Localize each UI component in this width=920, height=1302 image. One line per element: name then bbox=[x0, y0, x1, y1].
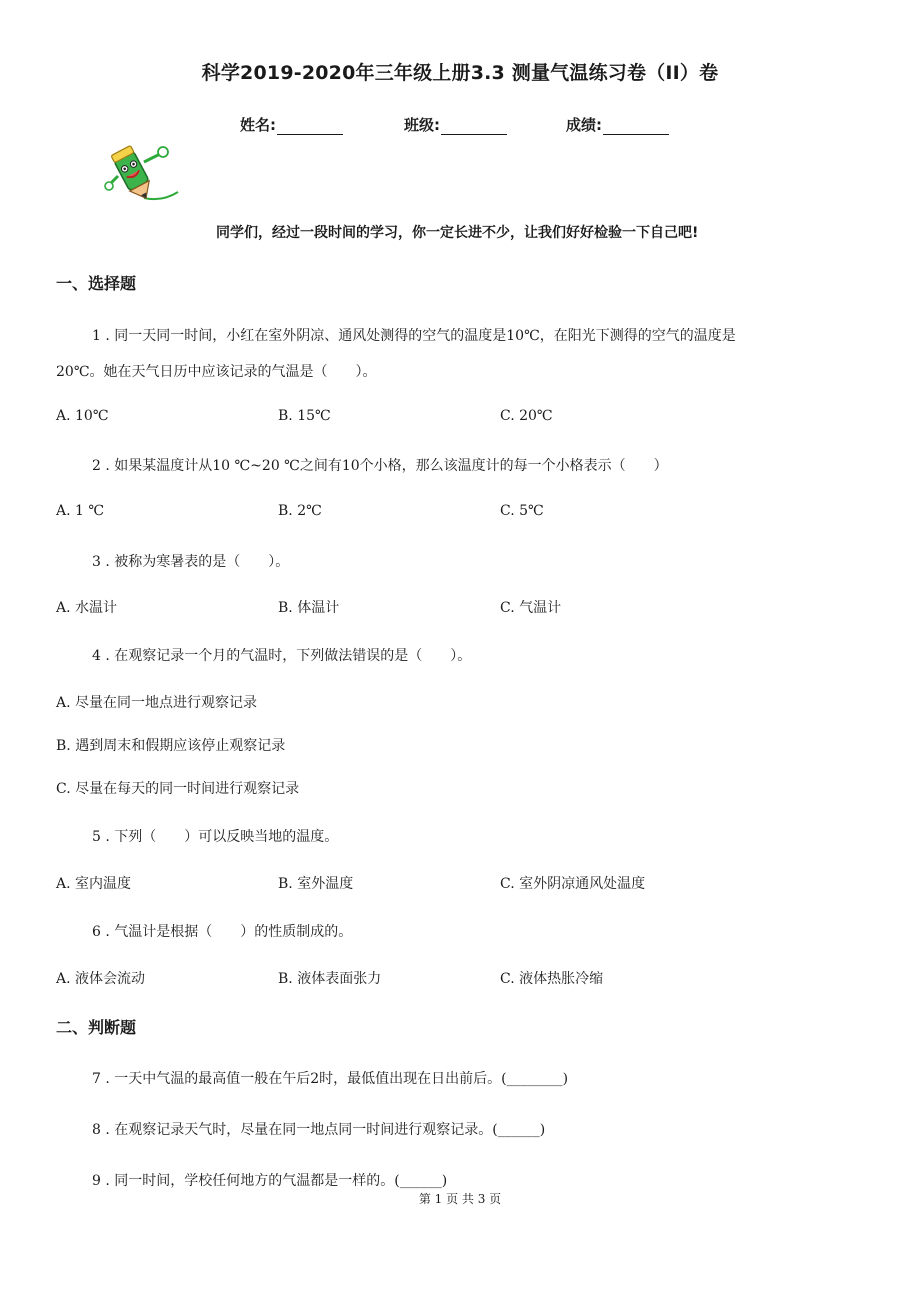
question-7: 7 . 一天中气温的最高值一般在午后2时，最低值出现在日出前后。(________) bbox=[92, 1071, 569, 1087]
question-4-option-a: A. 尽量在同一地点进行观察记录 bbox=[56, 695, 258, 711]
question-5-option-a: A. 室内温度 bbox=[56, 876, 132, 892]
question-9: 9 . 同一时间，学校任何地方的气温都是一样的。(______) bbox=[92, 1173, 448, 1189]
question-1-option-a: A. 10℃ bbox=[56, 408, 109, 424]
section-judge-heading: 二、判断题 bbox=[56, 1018, 137, 1037]
greeting-text: 同学们，经过一段时间的学习，你一定长进不少，让我们好好检验一下自己吧! bbox=[216, 225, 699, 241]
question-2-option-c: C. 5℃ bbox=[500, 503, 544, 519]
question-6-option-b: B. 液体表面张力 bbox=[278, 971, 382, 987]
class-label: 班级: bbox=[404, 116, 440, 134]
question-1-line1: 1 . 同一天同一时间，小红在室外阴凉、通风处测得的空气的温度是10℃，在阳光下测得的空气的温度是 bbox=[92, 328, 736, 344]
question-5-option-b: B. 室外温度 bbox=[278, 876, 354, 892]
question-2-option-a: A. 1 ℃ bbox=[56, 503, 105, 519]
question-1-line2: 20℃。她在天气日历中应该记录的气温是（ ）。 bbox=[56, 364, 377, 380]
question-3-option-b: B. 体温计 bbox=[278, 600, 340, 616]
section-choice-heading: 一、选择题 bbox=[56, 274, 137, 293]
question-4-option-c: C. 尽量在每天的同一时间进行观察记录 bbox=[56, 781, 300, 797]
question-5-option-c: C. 室外阴凉通风处温度 bbox=[500, 876, 646, 892]
name-field bbox=[240, 114, 343, 135]
question-3-option-a: A. 水温计 bbox=[56, 600, 118, 616]
question-6-option-a: A. 液体会流动 bbox=[56, 971, 146, 987]
question-4: 4 . 在观察记录一个月的气温时，下列做法错误的是（ ）。 bbox=[92, 648, 472, 664]
page-footer: 第 1 页 共 3 页 bbox=[418, 1192, 502, 1206]
score-field bbox=[566, 114, 669, 135]
question-5: 5 . 下列（ ）可以反映当地的温度。 bbox=[92, 829, 339, 845]
score-label: 成绩: bbox=[566, 116, 602, 134]
question-4-option-b: B. 遇到周末和假期应该停止观察记录 bbox=[56, 738, 286, 754]
question-8: 8 . 在观察记录天气时，尽量在同一地点同一时间进行观察记录。(______) bbox=[92, 1122, 546, 1138]
question-1-option-c: C. 20℃ bbox=[500, 408, 553, 424]
question-3-option-c: C. 气温计 bbox=[500, 600, 562, 616]
document-title: 科学2019-2020年三年级上册3.3 测量气温练习卷（II）卷 bbox=[201, 62, 719, 84]
name-label: 姓名: bbox=[240, 116, 276, 134]
class-blank bbox=[441, 118, 507, 135]
name-blank bbox=[277, 118, 343, 135]
question-3: 3 . 被称为寒暑表的是（ ）。 bbox=[92, 554, 290, 570]
pencil-mascot-icon bbox=[104, 140, 184, 206]
question-2-option-b: B. 2℃ bbox=[278, 503, 322, 519]
question-6-option-c: C. 液体热胀冷缩 bbox=[500, 971, 604, 987]
class-field bbox=[404, 114, 507, 135]
question-6: 6 . 气温计是根据（ ）的性质制成的。 bbox=[92, 924, 353, 940]
question-1-option-b: B. 15℃ bbox=[278, 408, 331, 424]
score-blank bbox=[603, 118, 669, 135]
question-2: 2 . 如果某温度计从10 ℃~20 ℃之间有10个小格，那么该温度计的每一个小格表示（ ） bbox=[92, 458, 668, 474]
